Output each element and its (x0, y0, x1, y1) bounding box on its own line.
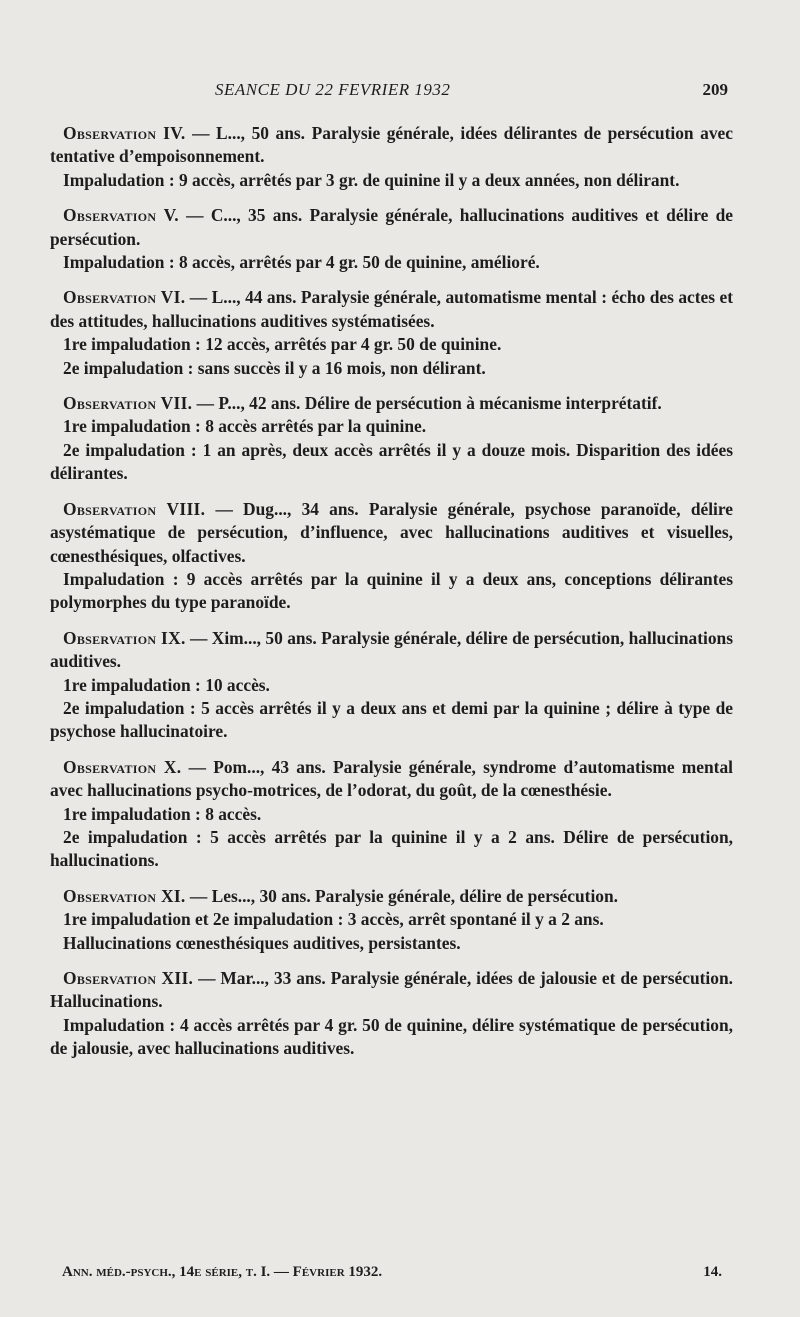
observation-heading-paragraph (50, 204, 733, 251)
observation-vi (50, 286, 733, 380)
observation-paragraph: 1re impaludation : 12 accès, arrêtés par 4 gr. 50 de quinine. (63, 334, 502, 355)
observation-heading-paragraph (50, 286, 733, 333)
observation-paragraph: 1re impaludation : 8 accès arrêtés par la quinine. (63, 416, 427, 437)
observation-heading-paragraph (50, 122, 733, 169)
page-number: 209 (702, 80, 728, 99)
observation-label: Observation X. (63, 756, 182, 777)
observation-lead: — Mar..., 33 ans. Paralysie générale, idées de jalousie et de persécution. Hallucinations. (50, 968, 733, 1012)
observation-paragraph: Hallucinations cœnesthésiques auditives, persistantes. (63, 932, 461, 953)
observation-label: Observation IV. (63, 123, 186, 143)
observation-label: Observation V. (63, 205, 179, 226)
observation-label: Observation XI. (63, 885, 186, 906)
observation-x (50, 756, 733, 873)
body-text (50, 122, 733, 1073)
running-title: SEANCE DU 22 FEVRIER 1932 (215, 80, 451, 99)
observation-lead: — Les..., 30 ans. Paralysie générale, délire de persécution. (185, 885, 619, 906)
observation-heading-paragraph (50, 756, 733, 803)
observation-lead: — Pom..., 43 ans. Paralysie générale, syndrome d’automatisme mental avec hallucinations psycho-motrices, de l’odorat, du goût, de la cœnesthésie. (50, 756, 733, 801)
observation-paragraph: 2e impaludation : 5 accès arrêtés par la quinine il y a 2 ans. Délire de persécution, hallucinations. (50, 826, 733, 871)
observation-xii (50, 967, 733, 1061)
observation-iv (50, 122, 733, 192)
observation-paragraph: 2e impaludation : 1 an après, deux accès arrêtés il y a douze mois. Disparition des idées délirantes. (50, 439, 733, 484)
observation-heading-paragraph (50, 392, 733, 415)
observation-xi (50, 885, 733, 955)
observation-lead: — Dug..., 34 ans. Paralysie générale, psychose paranoïde, délire asystématique de persécution, d’influence, avec hallucinations auditives et visuelles, cœnesthésiques, olfactives. (50, 498, 733, 566)
observation-paragraph: 1re impaludation et 2e impaludation : 3 accès, arrêt spontané il y a 2 ans. (63, 909, 604, 930)
observation-v (50, 204, 733, 274)
observation-lead: — L..., 44 ans. Paralysie générale, automatisme mental : écho des actes et des attitudes, hallucinations auditives systématisées. (50, 287, 733, 331)
observation-heading-paragraph (50, 498, 733, 568)
page-footer (62, 1264, 722, 1288)
observation-paragraph: Impaludation : 8 accès, arrêtés par 4 gr. 50 de quinine, amélioré. (63, 252, 540, 273)
observation-label: Observation VIII. (63, 498, 206, 519)
observation-paragraph: Impaludation : 9 accès, arrêtés par 3 gr. de quinine il y a deux années, non délirant. (63, 169, 680, 190)
observation-label: Observation IX. (63, 627, 186, 648)
observation-lead: — Xim..., 50 ans. Paralysie générale, délire de persécution, hallucinations auditives. (50, 627, 733, 672)
journal-reference: Ann. méd.-psych., 14e série, t. I. — Février 1932. (62, 1264, 383, 1280)
observation-heading-paragraph (50, 885, 733, 908)
observation-paragraph: 1re impaludation : 8 accès. (63, 803, 262, 824)
observation-label: Observation XII. (63, 968, 194, 988)
observation-paragraph: 2e impaludation : sans succès il y a 16 mois, non délirant. (63, 357, 486, 378)
observation-heading-paragraph (50, 627, 733, 674)
observation-lead: — P..., 42 ans. Délire de persécution à mécanisme interprétatif. (192, 393, 662, 414)
observation-label: Observation VII. (63, 393, 193, 414)
signature-mark: 14. (703, 1264, 722, 1280)
observation-lead: — L..., 50 ans. Paralysie générale, idées délirantes de persécution avec tentative d’empoisonnement. (50, 123, 733, 167)
observation-heading-paragraph (50, 967, 733, 1014)
observation-vii (50, 392, 733, 486)
observation-paragraph: Impaludation : 9 accès arrêtés par la quinine il y a deux ans, conceptions délirantes polymorphes du type paranoïde. (50, 568, 733, 613)
observation-paragraph: 2e impaludation : 5 accès arrêtés il y a deux ans et demi par la quinine ; délire à type de psychose hallucinatoire. (50, 697, 733, 742)
observation-paragraph: 1re impaludation : 10 accès. (63, 674, 270, 695)
observation-paragraph: Impaludation : 4 accès arrêtés par 4 gr. 50 de quinine, délire systématique de persécution, de jalousie, avec hallucinations auditives. (50, 1014, 733, 1059)
observation-viii (50, 498, 733, 615)
observation-lead: — C..., 35 ans. Paralysie générale, hallucinations auditives et délire de persécution. (50, 205, 733, 249)
observation-ix (50, 627, 733, 744)
observation-label: Observation VI. (63, 287, 186, 308)
running-head (0, 80, 800, 104)
